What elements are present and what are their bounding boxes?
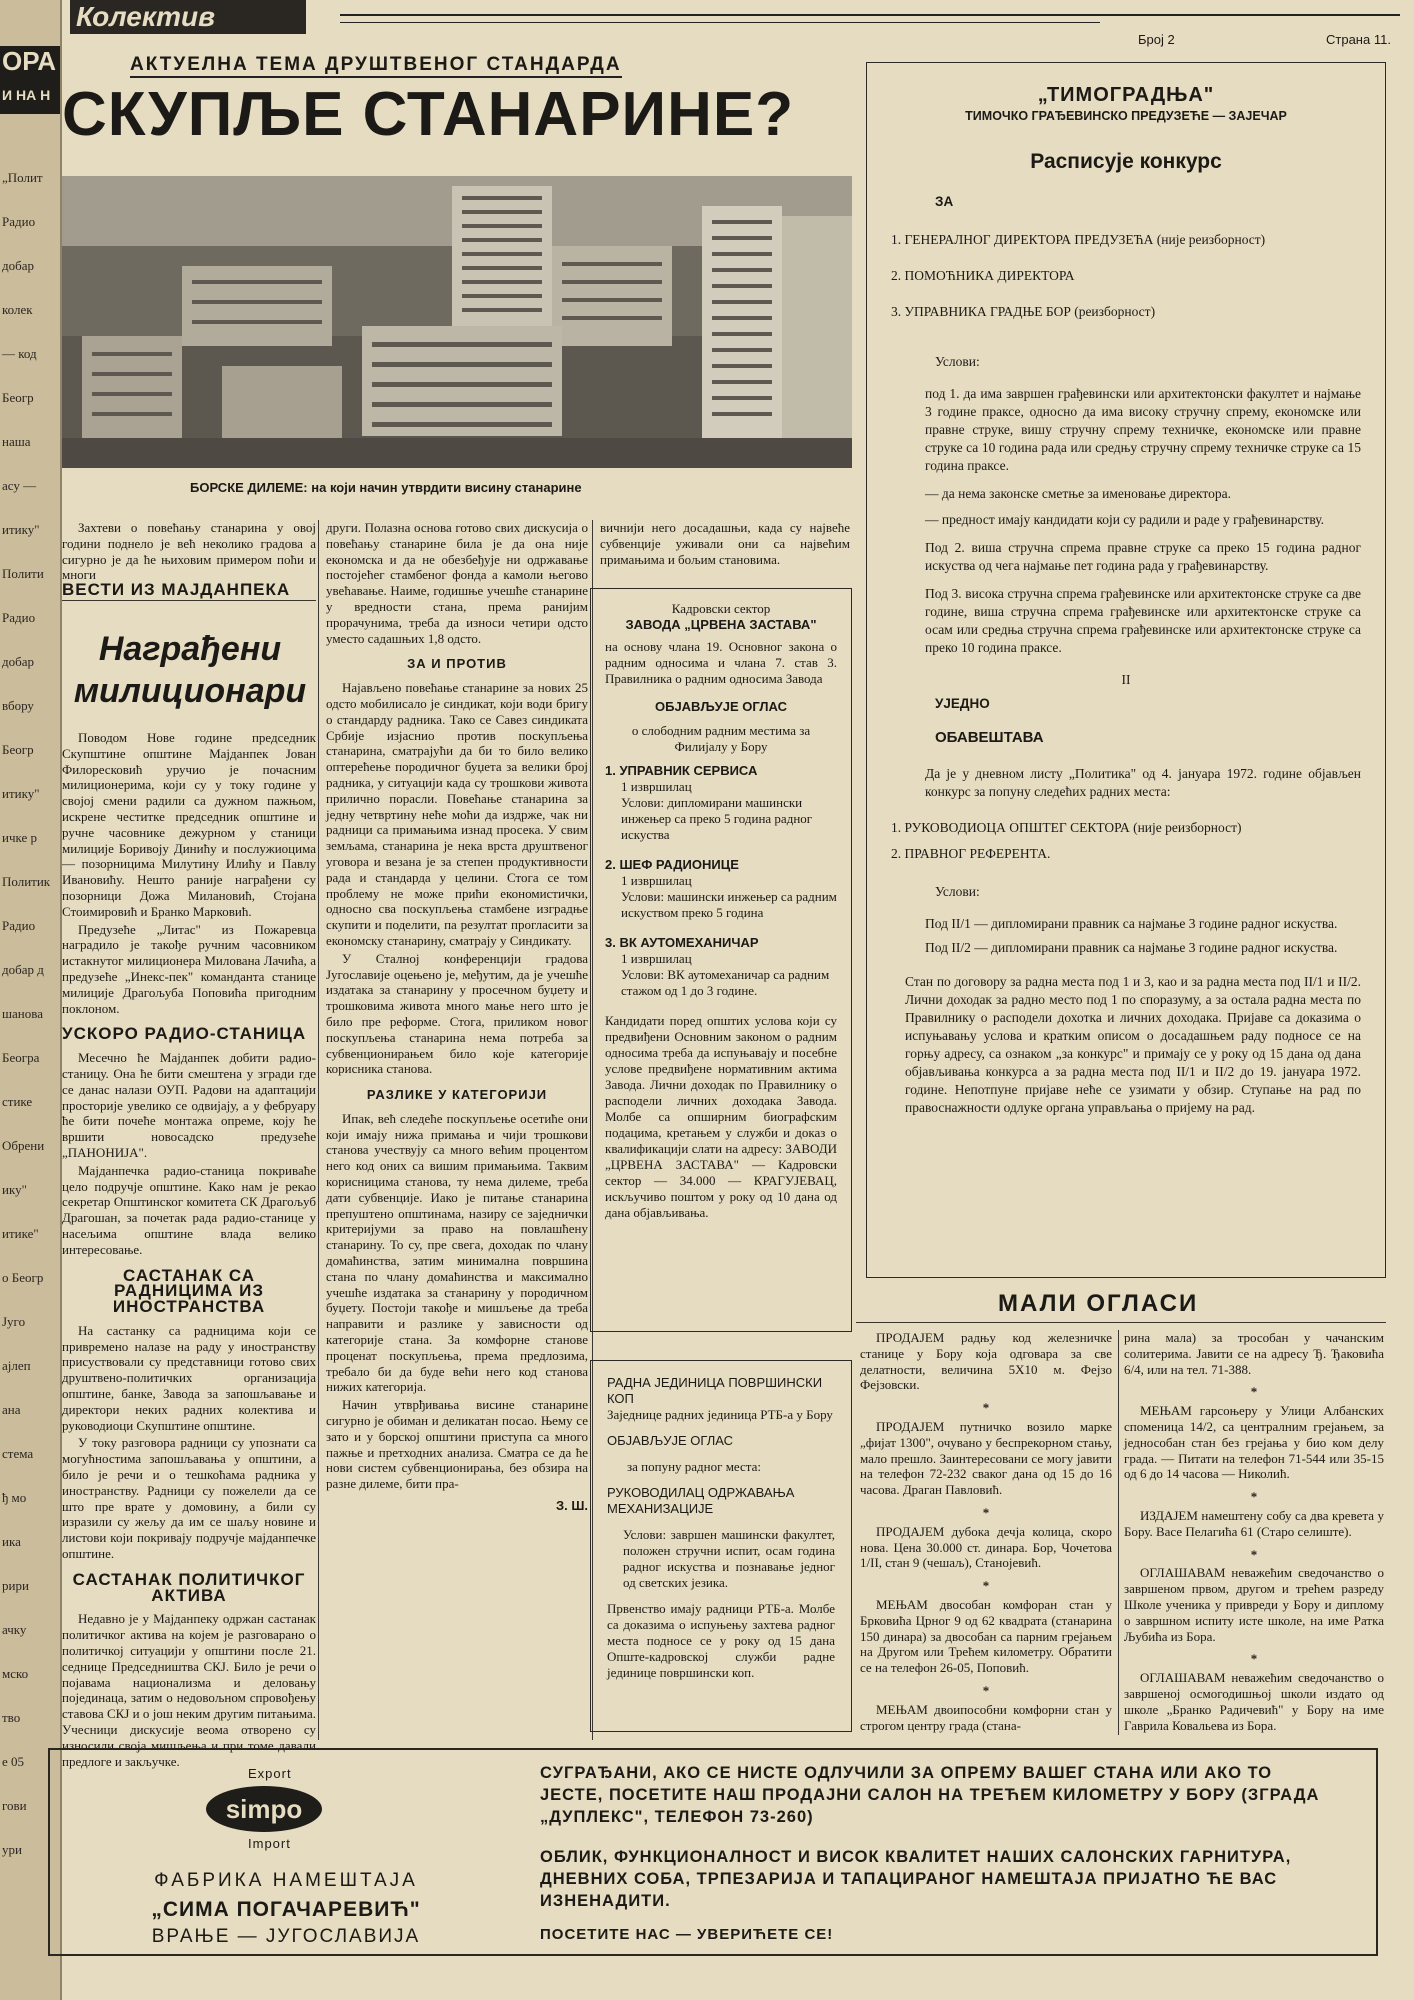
issue-number: Број 2	[1138, 32, 1175, 47]
masthead: Колектив	[70, 0, 306, 34]
ad-line: о слободним радним местима за Филијалу у Бору	[631, 723, 811, 754]
paragraph: други. Полазна основа готово свих дискусија о повећању станарине била је да она није економска и да не обезбеђује ни одржавање постојећег стамбеног фонда а камоли његово увећавање. Наиме, годишње учешће станарине у вредности стана, према ранијим прорачунима, треба да износи четири одсто уместо садашњих 1,8 одсто.	[326, 520, 588, 646]
ad-text-2: ОБЛИК, ФУНКЦИОНАЛНОСТ И ВИСОК КВАЛИТЕТ НАШИХ САЛОНСКИХ ГАРНИТУРА, ДНЕВНИХ СОБА, ТРПЕЗАРИЈА И ТАПАЦИРАНОГ НАМЕШТАЈА ПРИЈАТНО ЋЕ ВАС ИЗНЕНАДИТИ.	[540, 1848, 1292, 1910]
gutter-line: добар	[2, 654, 34, 669]
gutter-line: Радио	[2, 610, 36, 625]
classified-ad: ПРОДАЈЕМ дубока дечја колица, скоро нова. Цена 30.000 ст. динара. Бор, Чочетова 1/II, стан 9 (чешаљ), Станојевић.	[860, 1523, 1112, 1571]
separator-star: *	[1250, 1384, 1258, 1400]
subhead-radio: УСКОРО РАДИО-СТАНИЦА	[62, 1024, 307, 1044]
ad-line: — да нема законске сметње за именовање директора.	[925, 486, 1232, 501]
article-photo	[62, 176, 852, 468]
separator-star: *	[982, 1578, 990, 1594]
gutter-line: колек	[2, 302, 33, 317]
ad-text-3: ПОСЕТИТЕ НАС — УВЕРИЋЕТЕ СЕ!	[540, 1926, 834, 1943]
paragraph: Мајданпечка радио-станица покриваће цело подручје општине. Како нам је рекао секретар Општинског комитета СК Драгољуб Драгошан, за почетак рада радио-станице у насељима општине влада велико интересовање.	[62, 1162, 316, 1257]
ad-line: Првенство имају радници РТБ-а. Молбе са доказима о испуњењу захтева радног места подносе се у року од 15 дана Опште-кадровској служби радне јединице површински коп.	[607, 1601, 835, 1680]
gutter-line: ђ мо	[2, 1490, 27, 1505]
classified-ad: ОГЛАШАВАМ неважећим сведочанство о завршеној осмогодишњој школи издато од школе „Бранко Радичевић" у Бору на име Гаврила Ковальева из Бора.	[1124, 1670, 1384, 1733]
factory-city: ВРАЊЕ — ЈУГОСЛАВИЈА	[151, 1926, 421, 1947]
paragraph: У Сталној конференцији градова Југославије оцењено је, међутим, да је учешће издатака за станарину у просечном буџету и трошковима живота много мање него што је било пре реформе. Стога, приликом новог поскупљења станарина нема потреба за субвенционирањем било које категорије корисника станова.	[326, 950, 588, 1077]
ad-line: за попуну радног места:	[627, 1459, 762, 1474]
ad-kop-content	[607, 1375, 835, 1681]
paragraph: У току разговора радници су упознати са могућностима запошљавања у општини, а било је речи и о тешкоћама радника у иностранству. Радници су пожелели да се што пре врате у домовину, а били су изразили су жељу да им се шаљу новине и листови који покривају подручје мајданпечке општине.	[62, 1435, 316, 1562]
gutter-line: Полити	[2, 566, 44, 581]
classified-ad: ОГЛАШАВАМ неважећим сведочанство о завршеном првом, другом и трећем разреду Школе ученика у привреди у Бору и диплому о завршном испиту исте школе, на име Ратка Љубића из Бора.	[1124, 1565, 1384, 1644]
gutter-line: И НА Н	[2, 87, 51, 103]
article-kicker: АКТУЕЛНА ТЕМА ДРУШТВЕНОГ СТАНДАРДА	[130, 54, 622, 78]
gutter-line: тво	[2, 1710, 21, 1725]
gutter-line: „Полит	[2, 170, 43, 185]
ad-line: Кандидати поред општих услова који су предвиђени Основним законом о радним односима треба да испуњавају и посебне услове предвиђене нормативним актима Завода. Лични доходак по Правилнику о расподели личних доходака Завода. Молбе са опширним биографским подацима, кретањем у служби и доказ о квалификацији слати на адресу: ЗАВОДИ „ЦРВЕНА ЗАСТАВА" — Кадровски сектор — 34.000 — КРАГУЈЕВАЦ, искључиво поштом у року од 10 дана од дана објављивања.	[605, 1013, 837, 1220]
page-number: Страна 11.	[1326, 32, 1391, 47]
simpo-logo: simpo	[206, 1786, 322, 1832]
gutter-line: ајлеп	[2, 1358, 31, 1373]
gutter-line: добар д	[2, 962, 44, 977]
section-rule	[62, 600, 316, 601]
gutter-line: стема	[2, 1446, 34, 1461]
gutter-line: ачку	[2, 1622, 27, 1637]
ad-line: Услови: машински инжењер са радним искуством преко 5 година	[621, 889, 837, 920]
ad-line: Заједнице радних јединица РТБ-а у Бору	[607, 1407, 833, 1422]
ad-line: Услови: дипломирани машински инжењер са преко 5 година радног искуства	[621, 795, 813, 842]
classifieds-column-2	[1124, 1330, 1384, 1739]
gutter-line: Београ	[2, 1050, 40, 1065]
ad-line: ОБАВЕШТАВА	[935, 729, 1044, 746]
gutter-line: Радио	[2, 214, 36, 229]
column-rule	[318, 520, 319, 1740]
ad-line: ОБЈАВЉУЈЕ ОГЛАС	[654, 699, 787, 714]
gutter-line: Обрени	[2, 1138, 45, 1153]
article-column-3-top	[600, 520, 850, 569]
gutter-line: ику"	[2, 1182, 27, 1197]
ad-line: Да је у дневном листу „Политика" од 4. јануара 1972. године објављен конкурс за попуну следећих радних места:	[925, 766, 1361, 799]
gutter-line: е 05	[2, 1754, 25, 1769]
ad-line: ЗАВОДА „ЦРВЕНА ЗАСТАВА"	[625, 617, 817, 632]
paragraph: Начин утврђивања висине станарине сигурно је обиман и деликатан посао. Њему се зато и у борској општини приступа са много пажње и претходних анализа. Сматра се да ће нови систем субвенционирања, без обзира на разне дилеме, бити пра-	[326, 1397, 588, 1492]
ad-position: 3. УПРАВНИКА ГРАДЊЕ БОР (реизборност)	[891, 304, 1156, 319]
classified-ad: ИЗДАЈЕМ намештену собу са два кревета у Бору. Васе Пелагића 61 (Старо селиште).	[1124, 1507, 1384, 1539]
gutter-line: стике	[2, 1094, 33, 1109]
ad-line: 1 извршилац	[621, 873, 692, 888]
ad-line: ОБЈАВЉУЈЕ ОГЛАС	[607, 1433, 733, 1448]
gutter-line: итику"	[2, 522, 40, 537]
ad-line: Под II/2 — дипломирани правник са најмање 3 године радног искуства.	[925, 940, 1338, 955]
ad-line: на основу члана 19. Основног закона о радним односима и члана 7. став 3. Правилника о радним односима Завода	[605, 639, 837, 686]
main-intro-text: Захтеви о повећању станарина у овој години поднело је већ неколико градова а сигурно је да ће њиховим примером поћи и многи	[62, 520, 316, 583]
paragraph: Ипак, већ следеће поскупљење осетиће они који имају нижа примања и чији трошкови станова учествују са много већим процентом него код оних са вишим примањима. Таквим корисницима станова, ту нема дилеме, треба дати субвенције. Иако је питање станарина препуштено општинама, назиру се заједнички критеријуми за право на повлашћену станарину. То су, пре свега, доходак по члану домаћинства, затим минимална површина стана по члану домаћинства и максимално учешће издатака за станарину у породичном буџету. Постоји такође и мишљење да треба направити и разлике у зависности од категорије стана. За комфорне станове проценат поскупљења, према предлозима, требало би да буде већи него код станова нижих категорија.	[326, 1110, 588, 1395]
gutter-line: итике"	[2, 1226, 39, 1241]
ad-line: Под 2. виша стручна спрема правне струке са преко 15 година радног искуства од чега најмање пет година рада у грађевинарству.	[925, 540, 1361, 573]
classifieds-rule	[856, 1322, 1386, 1323]
classified-ad: МЕЊАМ гарсоњеру у Улици Албанских споменица 14/2, са централним грејањем, за једнособан стан без грејања у био ком делу града. — Питати на телефон 71-544 или 35-15 од 6 до 14 часова — Николић.	[1124, 1403, 1384, 1482]
ad-timogradnja	[866, 62, 1386, 1278]
classified-ad: рина мала) за трособан у чачанским солитерима. Јавити се на адресу Ђ. Ђаковића 6/4, или на тел. 71-388.	[1124, 1330, 1384, 1377]
gutter-line: ури	[2, 1842, 22, 1857]
ad-line: Стан по договору за радна места под 1 и 3, као и за радна места под II/1 и II/2. Лични доходак за радно место под 1 по споразуму, а за остала радна места по Правилнику о расподели дохотка и личних доходака. Пријаве са доказима о испуњавању услова и кратким описом о досадашњем раду подносе се на горњу адресу, са ознаком „за конкурс" и примају се у року од 15 дана од дана објављивања конкурса а за радна места под II/1 и II/2 до 19. јануара 1972. године. Непотпуне пријаве неће се узимати у обзир. Ступање на рад по правоснажности одлуке органа управљања о пријему на рад.	[905, 974, 1361, 1115]
ad-line: — предност имају кандидати који су радили и раде у грађевинарству.	[925, 512, 1325, 527]
apartment-buildings-photo	[62, 176, 852, 468]
subhead-workers-abroad: САСТАНАК СА РАДНИЦИМА ИЗ ИНОСТРАНСТВА	[112, 1265, 266, 1317]
column-rule	[1118, 1330, 1119, 1735]
separator-star: *	[1250, 1489, 1258, 1505]
gutter-line: — код	[2, 346, 37, 361]
export-label: Export	[248, 1766, 292, 1781]
top-rule	[340, 14, 1400, 16]
paragraph: Поводом Нове године председник Скупштине општине Мајданпек Јован Филоресковић уручио је почасним милиционерима, који су у току године у својој смени радили са дужном пажњом, искрене честитке председник општине и ручне часовнике дежурном у станици милиције Боривоју Динићу и послужиоцима — позорницима Милутину Илићу и Павлу Ивановићу. Нешто раније награђени су позорници Дожа Милановић, Стојана Стоимировић и Бранко Марковић.	[62, 730, 316, 919]
gutter-line: асу —	[2, 478, 37, 493]
ad-crvena-zastava	[590, 588, 852, 1332]
ad-position: 1. ГЕНЕРАЛНОГ ДИРЕКТОРА ПРЕДУЗЕЋА (није реизборност)	[891, 232, 1266, 247]
section-title-majdanpek: ВЕСТИ ИЗ МАЈДАНПЕКА	[62, 580, 291, 599]
classified-ad: МЕЊАМ двособан комфоран стан у Брковића Црног 9 од 62 квадрата (станарина 150 динара) за двособан са парним грејањем на Другом или Трећем километру. Обратити се на телефон 26-05, Поповић.	[860, 1596, 1112, 1676]
classified-ad: ПРОДАЈЕМ путничко возило марке „фијат 1300", очувано у беспрекорном стању, мало прешло. Заинтересовани се могу јавити на телефон 72-232 сваког дана од 15 до 16 часова. Драган Павловић.	[860, 1418, 1112, 1498]
subhead-razlike: РАЗЛИКЕ У КАТЕГОРИЈИ	[366, 1087, 548, 1103]
gutter-dark-block	[0, 46, 62, 114]
ad-text-1: СУГРАЂАНИ, АКО СЕ НИСТЕ ОДЛУЧИЛИ ЗА ОПРЕМУ ВАШЕГ СТАНА ИЛИ АКО ТО ЈЕСТЕ, ПОСЕТИТЕ НАШ ПРОДАЈНИ САЛОН НА ТРЕЋЕМ КИЛОМЕТРУ У БОРУ (ЗГРАДА „ДУПЛЕКС", ТЕЛЕФОН 73-260)	[540, 1764, 1320, 1826]
ad-timogradnja-content	[891, 83, 1361, 1117]
ad-position: 2. ПРАВНОГ РЕФЕРЕНТА.	[891, 846, 1051, 861]
gutter-line: ичке р	[2, 830, 38, 845]
ad-position: 1. РУКОВОДИОЦА ОПШТЕГ СЕКТОРА (није реизборност)	[891, 820, 1242, 835]
gutter-line: наша	[2, 434, 31, 449]
gutter-line: ОРА	[2, 46, 57, 76]
ad-line: под 1. да има завршен грађевински или архитектонски факултет и најмање 3 године праксе, односно да има високу стручну спрему, економске или правне струке, вишу стручну спрему техничке, економске или правне струке са 10 година рада или средњу стручну спрему техничке струке са 15 година праксе.	[925, 386, 1361, 473]
ad-line: 1 извршилац	[621, 779, 692, 794]
left-article-title: Награђени милиционари	[73, 630, 307, 710]
import-label: Import	[248, 1836, 291, 1851]
separator-star: *	[982, 1504, 990, 1520]
subhead-za-i-protiv: ЗА И ПРОТИВ	[407, 656, 507, 672]
ad-zastava-content	[605, 601, 837, 1221]
ad-line: РУКОВОДИЛАЦ ОДРЖАВАЊА МЕХАНИЗАЦИЈЕ	[607, 1485, 795, 1516]
paragraph: Недавно је у Мајданпеку одржан састанак политичког актива на којем је разговарано о политичкој ситуацији у општини после 21. седнице Председништва СКЈ. Било је речи о појавама национализма и деловању појединаца, затим о недовољном спровођењу ставова СКЈ и о још неким другим питањима. Учесници дискусије веома отворено су износили своја мишљења и при томе давали предлоге и закључке.	[62, 1611, 316, 1769]
article-signature: З. Ш.	[555, 1498, 588, 1514]
subhead-political-activ: САСТАНАК ПОЛИТИЧКОГ АКТИВА	[72, 1569, 306, 1605]
classified-ad: ПРОДАЈЕМ радњу код железничке станице у Бору која одговара за све делатности, величина 5Х10 м. Фејзо Фејзовски.	[860, 1330, 1112, 1393]
ad-line: ТИМОЧКО ГРАЂЕВИНСКО ПРЕДУЗЕЋЕ — ЗАЈЕЧАР	[965, 109, 1287, 123]
ad-line: Услови:	[935, 354, 980, 369]
ad-konkurs-heading: Расписује конкурс	[1030, 150, 1222, 173]
left-column-body	[62, 730, 316, 1771]
gutter-line: Политик	[2, 874, 51, 889]
article-headline: СКУПЉЕ СТАНАРИНЕ?	[62, 80, 795, 149]
gutter-line: шанова	[2, 1006, 43, 1021]
ad-line: 1 извршилац	[621, 951, 692, 966]
separator-star: *	[982, 1682, 990, 1698]
previous-page-strip	[0, 0, 62, 2000]
ad-line: II	[1121, 672, 1131, 687]
ad-position: 2. ПОМОЋНИКА ДИРЕКТОРА	[891, 268, 1075, 283]
gutter-line: добар	[2, 258, 34, 273]
ad-line: УЈЕДНО	[935, 696, 990, 711]
ad-line: ЗА	[935, 194, 954, 209]
paragraph: Месечно ће Мајданпек добити радио-станицу. Она ће бити смештена у згради где се данас налази ОУП. Радови на адаптацији просторије увелико се одвијају, а у фебруару ће бити почеће монтажа опреме, коју ће вршити новосадско предузеће „ПАНОНИЈА".	[62, 1050, 316, 1160]
job-title: 3. ВК АУТОМЕХАНИЧАР	[605, 935, 759, 950]
gutter-line: Беогр	[2, 742, 34, 757]
gutter-line: мско	[2, 1666, 29, 1681]
gutter-line: Југо	[2, 1314, 26, 1329]
gutter-line: итику"	[2, 786, 40, 801]
top-rule-thin	[340, 22, 1100, 23]
gutter-line: вбору	[2, 698, 34, 713]
factory-label: ФАБРИКА НАМЕШТАЈА	[154, 1870, 418, 1891]
separator-star: *	[1250, 1651, 1258, 1667]
ad-line: Услови: ВК аутомеханичар са радним стажом од 1 до 3 године.	[621, 967, 830, 998]
paragraph: Предузеће „Литас" из Пожаревца наградило је такође ручним часовником истакнутог милиционера Милована Лачића, а предузеће „Инекс-пек" команданта станице милиције Драгољуба Поповића пригодним поклоном.	[62, 921, 316, 1016]
classifieds-title: МАЛИ ОГЛАСИ	[998, 1290, 1199, 1317]
left-intro-column	[62, 520, 316, 585]
factory-name: „СИМА ПОГАЧАРЕВИЋ"	[151, 1898, 421, 1921]
classifieds-column-1	[860, 1330, 1112, 1739]
classified-ad: МЕЊАМ двоипособни комфорни стан у строгом центру града (стана-	[860, 1701, 1112, 1733]
gutter-line: ика	[2, 1534, 21, 1549]
ad-line: Под 3. висока стручна спрема грађевинске или архитектонске струке са две године, виша стручна спрема грађевинске или архитектонске струке са осам или средња стручна спрема грађевинске или архитектонске струке са преко 10 година праксе.	[925, 586, 1361, 655]
gutter-line: о Беогр	[2, 1270, 44, 1285]
ad-simpo	[48, 1748, 1378, 1956]
ad-timogradnja-title: „ТИМОГРАДЊА"	[1037, 84, 1215, 106]
paragraph: На састанку са радницима који се привремено налазе на раду у иностранству присуствовали су представници готово свих друштвено-политичких организација општине, банке, Завода за запошљавање и директори неких радних колектива и руководиоци Скупштине општине.	[62, 1322, 316, 1433]
separator-star: *	[1250, 1546, 1258, 1562]
job-title: 1. УПРАВНИК СЕРВИСА	[605, 763, 758, 778]
paragraph: Најављено повећање станарине за нових 25 одсто мобилисало је синдикат, који води бригу о стандарду радника. Тако се Савез синдиката Србије изјаснио против поскупљења станарина, сматрајући да би то било велико оптерећење породичног буџета за велики број радника, у ситуацији када су трошкови живота прилично порасли. Повећање станарина за једну четвртину неће моћи да издрже, чак ни радници са примањима изнад просека. У свим земљама, станарина је нека врста друштвеног уговора и везана је за степен продуктивности рада и стандарда у целини. Стога се том проблему не може прићи економистички, односно сва поскупљења стамбене изградње скупити и поделити, па резултат прогласити за економску станарину, сматрају у Синдикату.	[326, 680, 588, 948]
gutter-line: Радио	[2, 918, 36, 933]
ad-line: РАДНА ЈЕДИНИЦА ПОВРШИНСКИ КОП	[607, 1375, 823, 1406]
job-title: 2. ШЕФ РАДИОНИЦЕ	[605, 857, 739, 872]
gutter-line: рири	[2, 1578, 29, 1593]
ad-line: Кадровски сектор	[671, 601, 771, 616]
gutter-line: Беогр	[2, 390, 34, 405]
separator-star: *	[982, 1400, 990, 1416]
paragraph: вичнији него досадашњи, када су највеће субвенције уживали они са највећим примањима и бољим становима.	[600, 520, 850, 567]
ad-line: Услови:	[935, 884, 980, 899]
ad-povrsinski-kop	[590, 1360, 852, 1732]
gutter-line: гови	[2, 1798, 27, 1813]
ad-line: Под II/1 — дипломирани правник са најмање 3 године радног искуства.	[925, 916, 1338, 931]
gutter-line: ана	[2, 1402, 21, 1417]
article-column-2	[326, 520, 588, 1514]
ad-line: Услови: завршен машински факултет, положен стручни испит, осам година радног искуства и познавање једног од светских језика.	[623, 1527, 835, 1590]
photo-caption: БОРСКЕ ДИЛЕМЕ: на који начин утврдити висину станарине	[190, 480, 582, 495]
